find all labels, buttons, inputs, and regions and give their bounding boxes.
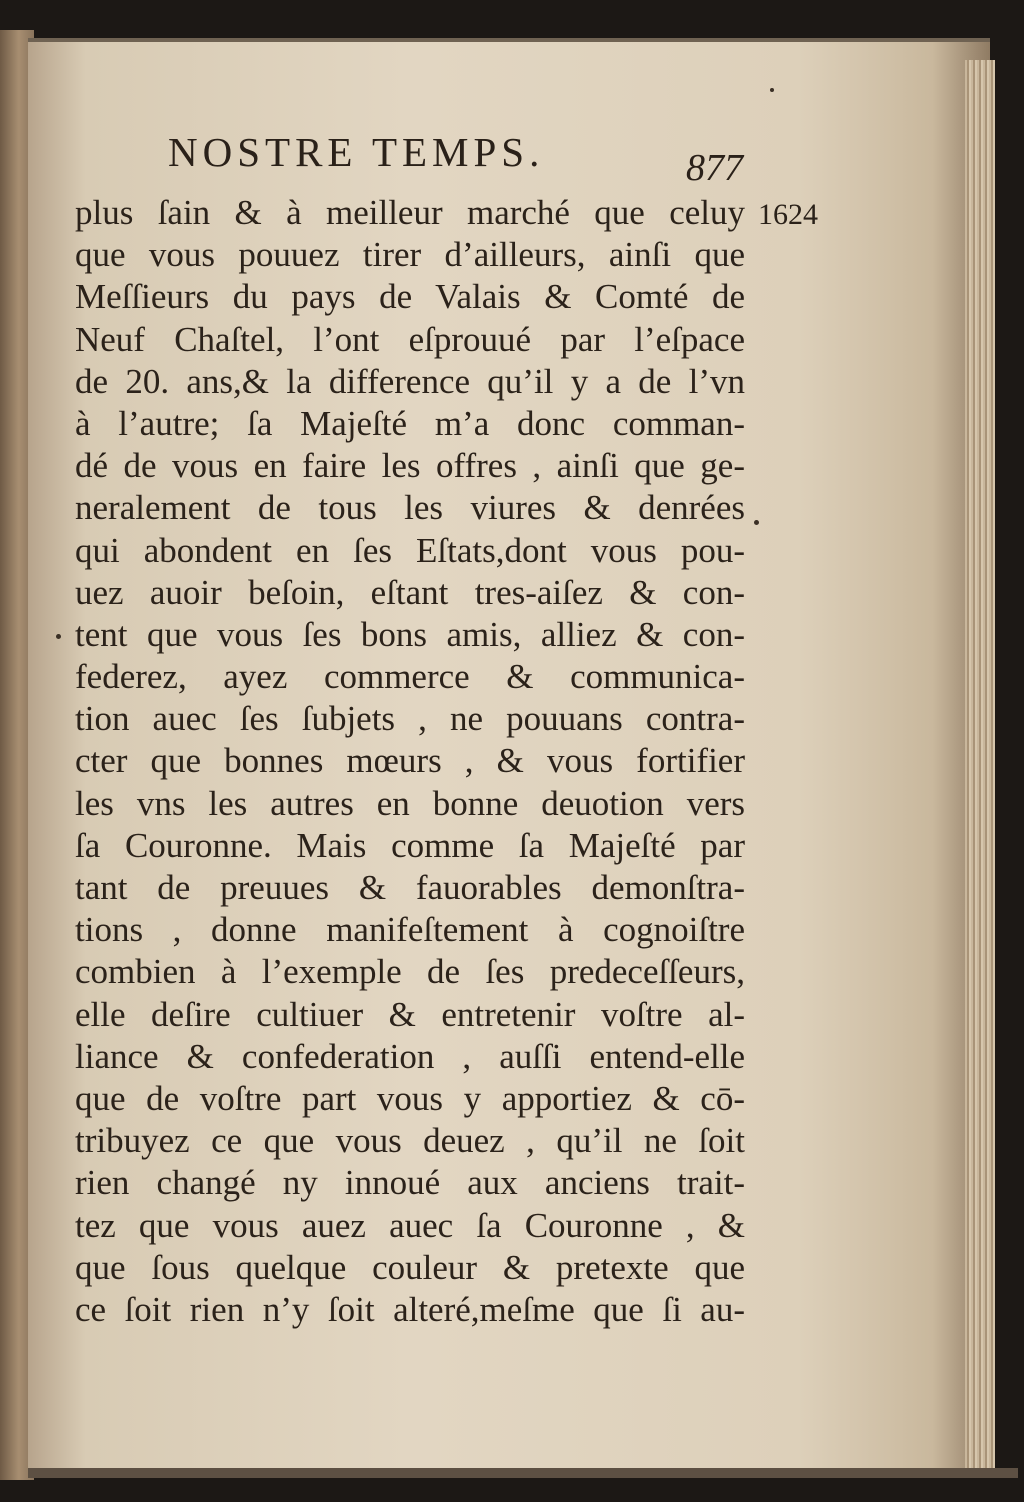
page-number: 877	[686, 147, 743, 189]
text-line: dé de vous en faire les offres , ainſi que ge-	[75, 446, 745, 486]
text-line: uez auoir beſoin, eſtant tres-aiſez & con-	[75, 572, 745, 612]
text-line: les vns les autres en bonne deuotion vers	[75, 783, 745, 823]
ink-speck	[56, 634, 61, 639]
text-line: tion auec ſes ſubjets , ne pouuans contra-	[75, 699, 745, 739]
text-line: cter que bonnes mœurs , & vous fortifier	[75, 741, 745, 781]
text-line: de 20. ans,& la difference qu’il y a de l’vn	[75, 361, 745, 401]
text-line: à l’autre; ſa Majeſté m’a donc comman-	[75, 403, 745, 443]
text-line: tent que vous ſes bons amis, alliez & con-	[75, 614, 745, 654]
page-bottom-shadow	[28, 1468, 1018, 1478]
text-line: rien changé ny innoué aux anciens trait-	[75, 1163, 745, 1203]
text-line: plus ſain & à meilleur marché que celuy	[75, 193, 745, 232]
text-line: elle deſire cultiuer & entretenir voſtre al-	[75, 994, 745, 1034]
text-line: qui abondent en ſes Eſtats,dont vous pou-	[75, 530, 745, 570]
text-line: liance & confederation , auſſi entend-elle	[75, 1036, 745, 1076]
text-line: combien à l’exemple de ſes predeceſſeurs,	[75, 952, 745, 992]
text-line: federez, ayez commerce & communica-	[75, 657, 745, 697]
text-line: que de voſtre part vous y apportiez & cō-	[75, 1078, 745, 1118]
page-stack-edges	[965, 60, 995, 1470]
text-line: que ſous quelque couleur & pretexte que	[75, 1247, 745, 1287]
running-head-title: NOSTRE TEMPS.	[168, 129, 545, 175]
text-line: ſa Couronne. Mais comme ſa Majeſté par	[75, 825, 745, 865]
text-line: tribuyez ce que vous deuez , qu’il ne ſoit	[75, 1121, 745, 1161]
text-line: tions , donne manifeſtement à cognoiſtre	[75, 910, 745, 950]
text-line: tant de preuues & fauorables demonſtra-	[75, 868, 745, 907]
margin-year-note: 1624	[758, 198, 818, 231]
text-line: Meſſieurs du pays de Valais & Comté de	[75, 277, 745, 317]
text-line: ce ſoit rien n’y ſoit alteré,meſme que ſi au-	[75, 1289, 745, 1329]
text-line: que vous pouuez tirer d’ailleurs, ainſi que	[75, 235, 745, 275]
text-line: tez que vous auez auec ſa Couronne , &	[75, 1205, 745, 1245]
ink-speck	[770, 88, 774, 92]
text-line: Neuf Chaſtel, l’ont eſprouué par l’eſpace	[75, 319, 745, 359]
text-line: neralement de tous les viures & denrées	[75, 488, 745, 528]
body-text	[75, 192, 745, 1331]
ink-speck	[754, 520, 759, 525]
